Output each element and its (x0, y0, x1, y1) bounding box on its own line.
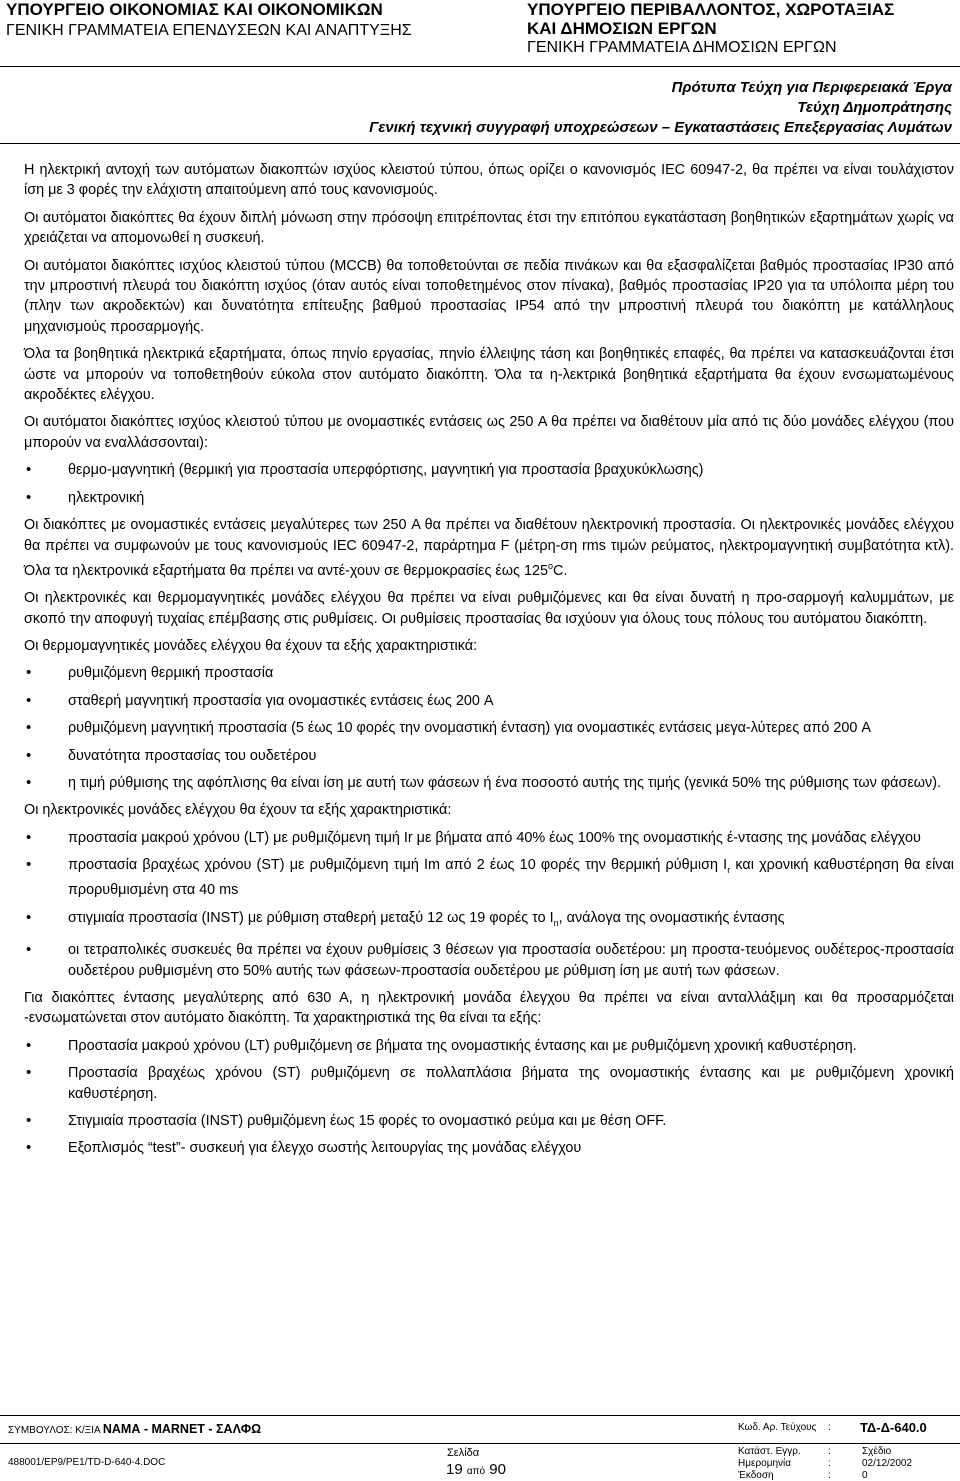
investment-secretariat-title: ΓΕΝΙΚΗ ΓΡΑΜΜΑΤΕΙΑ ΕΠΕΝΔΥΣΕΩΝ ΚΑΙ ΑΝΑΠΤΥΞΗΣ (6, 22, 412, 39)
paragraph: Οι αυτόματοι διακόπτες ισχύος κλειστού τύπου με ονομαστικές εντάσεις ως 250 A θα πρέπει να διαθέτουν μία από τις δύο μονάδες ελέγχου (που μπορούν να εναλλάσσονται): (24, 414, 954, 451)
footer-divider-middle (0, 1443, 960, 1444)
list-item-text: , ανάλογα της ονομαστικής έντασης (558, 909, 785, 926)
list-item-text: και χρονική καθυστέρηση θα είναι προρυθμισμένη στα 40 ms (68, 857, 954, 899)
list-item: • Εξοπλισμός “test”- συσκευή για έλεγχο σωστής λειτουργίας της μονάδας ελέγχου (24, 1138, 954, 1158)
page-number (446, 1461, 506, 1478)
issue-label: Έκδοση (738, 1470, 774, 1481)
status-label: Κατάστ. Εγγρ. (738, 1446, 801, 1457)
document-subject-title: Γενική τεχνική συγγραφή υποχρεώσεων – Εγκαταστάσεις Επεξεργασίας Λυμάτων (369, 119, 952, 136)
subscript: r (727, 865, 731, 876)
date-value: 02/12/2002 (862, 1458, 913, 1469)
paragraph: Οι ηλεκτρονικές και θερμομαγνητικές μονάδες ελέγχου θα πρέπει να είναι ρυθμιζόμενες και θα είναι δυνατή η προ-σαρμογή καλυμμάτων, με σκοπό την αποφυγή τυχαίας επέμβασης στις ρυθμίσεις. Οι ρυθμίσεις προστασίας θα ισχύουν για όλους τους πόλους του αυτόματου διακόπτη. (24, 590, 954, 627)
degree-superscript: ο (548, 560, 554, 571)
control-unit-types-list (24, 460, 954, 508)
list-item: • Προστασία μακρού χρόνου (LT) ρυθμιζόμενη σε βήματα της ονομαστικής έντασης και με ρυθμιζόμενη χρονική καθυστέρηση. (24, 1036, 954, 1056)
paragraph: Οι αυτόματοι διακόπτες θα έχουν διπλή μόνωση στην πρόσοψη επιτρέποντας έτσι την επιτόπου εγκατάσταση βοηθητικών εξαρτημάτων χωρίς να χρειάζεται να απομονωθεί η συσκευή. (24, 209, 954, 247)
paragraph: Οι ηλεκτρονικές μονάδες ελέγχου θα έχουν τα εξής χαρακτηριστικά: (24, 802, 452, 819)
list-item (24, 855, 954, 901)
header-divider-bottom (0, 143, 960, 144)
date-label: Ημερομηνία (738, 1458, 792, 1469)
paragraph: Όλα τα βοηθητικά ηλεκτρικά εξαρτήματα, όπως πηνίο εργασίας, πηνίο έλλειψης τάση και βοηθητικές επαφές, θα πρέπει να κατασκευάζονται έτσι ώστε να μπορούν να τοποθετηθούν εύκολα στον αυτόματο διακόπτη. Όλα τα η-λεκτρικά βοηθητικά εξαρτήματα θα έχουν ενσωματωμένους ακροδέκτες ελέγχου. (24, 346, 954, 404)
large-breaker-features-list (24, 1036, 954, 1159)
ministry-environment-title-line1: ΥΠΟΥΡΓΕΙΟ ΠΕΡΙΒΑΛΛΟΝΤΟΣ, ΧΩΡΟΤΑΞΙΑΣ (527, 0, 895, 19)
list-item-text: στιγμιαία προστασία (INST) με ρύθμιση σταθερή μεταξύ 12 ως 19 φορές το I (68, 909, 554, 926)
document-footer (0, 1410, 960, 1480)
code-colon: : (828, 1422, 831, 1433)
public-works-secretariat-title: ΓΕΝΙΚΗ ΓΡΑΜΜΑΤΕΙΑ ΔΗΜΟΣΙΩΝ ΕΡΓΩΝ (527, 39, 837, 56)
consultant-line (8, 1422, 261, 1436)
code-value: ΤΔ-Δ-640.0 (860, 1420, 927, 1435)
date-colon: : (828, 1458, 831, 1469)
list-item: • θερμο-μαγνητική (θερμική για προστασία υπερφόρτισης, μαγνητική για προστασία βραχυκύκλωσης) (24, 460, 954, 480)
header-divider-top (0, 66, 960, 67)
list-item-text: προστασία βραχέως χρόνου (ST) με ρυθμιζόμενη τιμή Im από 2 έως 10 φορές την θερμική ρύθμιση I (68, 857, 728, 874)
document-type-title: Τεύχη Δημοπράτησης (797, 99, 952, 116)
list-item: • Προστασία βραχέως χρόνου (ST) ρυθμιζόμενη σε πολλαπλάσια βήματα της ονομαστικής έντασης και με ρυθμιζόμενη χρονική καθυστέρηση. (24, 1063, 954, 1104)
paragraph: Οι θερμομαγνητικές μονάδες ελέγχου θα έχουν τα εξής χαρακτηριστικά: (24, 637, 478, 654)
file-name: 488001/EP9/PE1/TD-D-640-4.DOC (8, 1457, 166, 1468)
subscript: n (553, 917, 559, 928)
paragraph (24, 515, 954, 581)
status-colon: : (828, 1446, 831, 1457)
paragraph: Οι αυτόματοι διακόπτες ισχύος κλειστού τύπου (MCCB) θα τοποθετούνται σε πεδία πινάκων και θα εξασφαλίζεται βαθμός προστασίας IP30 από την μπροστινή πλευρά του διακόπτη ισχύος (όταν αυτός είναι τοποθετημένος στον πίνακα), βαθμός προστασίας IP20 για τα υπόλοιπα μέρη του (πλην των ακροδεκτών) και δυνατότητα επίτευξης βαθμού προστασίας IP54 από την μπροστινή πλευρά του διακόπτη με κατάλληλους μηχανισμούς προσαρμογής. (24, 257, 954, 335)
page-total: 90 (489, 1461, 506, 1478)
document-title-block (369, 78, 952, 138)
paragraph-text: Οι διακόπτες με ονομαστικές εντάσεις μεγαλύτερες των 250 A θα πρέπει να διαθέτουν ηλεκτρονική προστασία. Οι ηλεκτρονικές μονάδες ελέγχου θα πρέπει να συμφωνούν με τους κανονισμούς IEC 60947-2, παράρτημα F (μέτρη-ση rms τιμών ρεύματος, ηλεκτρομαγνητική συμβατότητα κτλ). Όλα τα ηλεκτρονικά εξαρτήματα θα πρέπει να αντέ-χουν σε θερμοκρασίες έως 125 (24, 517, 954, 579)
paragraph: Η ηλεκτρική αντοχή των αυτόματων διακοπτών ισχύος κλειστού τύπου, όπως ορίζει ο κανονισμός IEC 60947-2, θα πρέπει να είναι τουλάχιστον ίση με 3 φορές την ελάχιστη απαιτούμενη από τους κανονισμούς. (24, 162, 954, 199)
ministry-economy-title: ΥΠΟΥΡΓΕΙΟ ΟΙΚΟΝΟΜΙΑΣ ΚΑΙ ΟΙΚΟΝΟΜΙΚΩΝ (6, 0, 383, 19)
paragraph: Για διακόπτες έντασης μεγαλύτερης από 630 Α, η ηλεκτρονική μονάδα έλεγχου θα πρέπει να είναι ανταλλάξιμη και θα προσαρμόζεται -ενσωματώνεται στον αυτόματο διακόπτη. Τα χαρακτηριστικά της θα είναι τα εξής: (24, 989, 954, 1027)
status-value: Σχέδιο (862, 1446, 892, 1457)
list-item: • δυνατότητα προστασίας του ουδετέρου (24, 746, 954, 766)
list-item: • ρυθμιζόμενη θερμική προστασία (24, 663, 954, 683)
code-label: Κωδ. Αρ. Τεύχους (738, 1422, 817, 1433)
page-label: Σελίδα (447, 1447, 480, 1459)
document-header (0, 0, 960, 62)
list-item: • προστασία μακρού χρόνου (LT) με ρυθμιζόμενη τιμή Ir με βήματα από 40% έως 100% της ονομαστικής έ-ντασης της μονάδας ελέγχου (24, 828, 954, 848)
page-of-label: από (466, 1466, 486, 1477)
list-item: • σταθερή μαγνητική προστασία για ονομαστικές εντάσεις έως 200 A (24, 691, 954, 711)
footer-divider-top (0, 1415, 960, 1416)
list-item: • Στιγμιαία προστασία (INST) ρυθμιζόμενη έως 15 φορές το ονομαστικό ρεύμα και με θέση OFF. (24, 1111, 954, 1131)
consultant-name: ΝΑΜΑ - MARNET - ΣΑΛΦΩ (102, 1422, 262, 1436)
header-left-block (6, 0, 412, 40)
ministry-environment-title-line2: ΚΑΙ ΔΗΜΟΣΙΩΝ ΕΡΓΩΝ (527, 19, 717, 38)
issue-value: 0 (862, 1470, 868, 1481)
list-item: • οι τετραπολικές συσκευές θα πρέπει να έχουν ρυθμίσεις 3 θέσεων για προστασία ουδετέρου: μη προστα-τευόμενος ουδέτερος-προστασία ουδετέρου ρυθμισμένη στο 50% αυτής των φάσεων-προστασία ουδετέρου με ρύθμιση ίση με αυτή των φάσεων. (24, 940, 954, 981)
list-item: • η τιμή ρύθμισης της αφόπλισης θα είναι ίση με αυτή των φάσεων ή ένα ποσοστό αυτής της τιμής (γενικά 50% της ρύθμισης των φάσεων). (24, 773, 954, 793)
document-series-title: Πρότυπα Τεύχη για Περιφερειακά Έργα (671, 79, 952, 96)
list-item: • ηλεκτρονική (24, 488, 954, 508)
consultant-label: ΣΥΜΒΟΥΛΟΣ: Κ/ΞΙΑ (8, 1425, 101, 1436)
paragraph-text: C. (553, 562, 568, 579)
list-item: • ρυθμιζόμενη μαγνητική προστασία (5 έως 10 φορές την ονομαστική ένταση) για ονομαστικές εντάσεις μεγα-λύτερες από 200 A (24, 718, 954, 738)
list-item (24, 908, 954, 933)
issue-colon: : (828, 1470, 831, 1481)
page-current: 19 (446, 1461, 463, 1478)
document-body (24, 160, 954, 1166)
electronic-features-list (24, 828, 954, 981)
thermomagnetic-features-list (24, 663, 954, 793)
header-right-block (527, 0, 894, 57)
